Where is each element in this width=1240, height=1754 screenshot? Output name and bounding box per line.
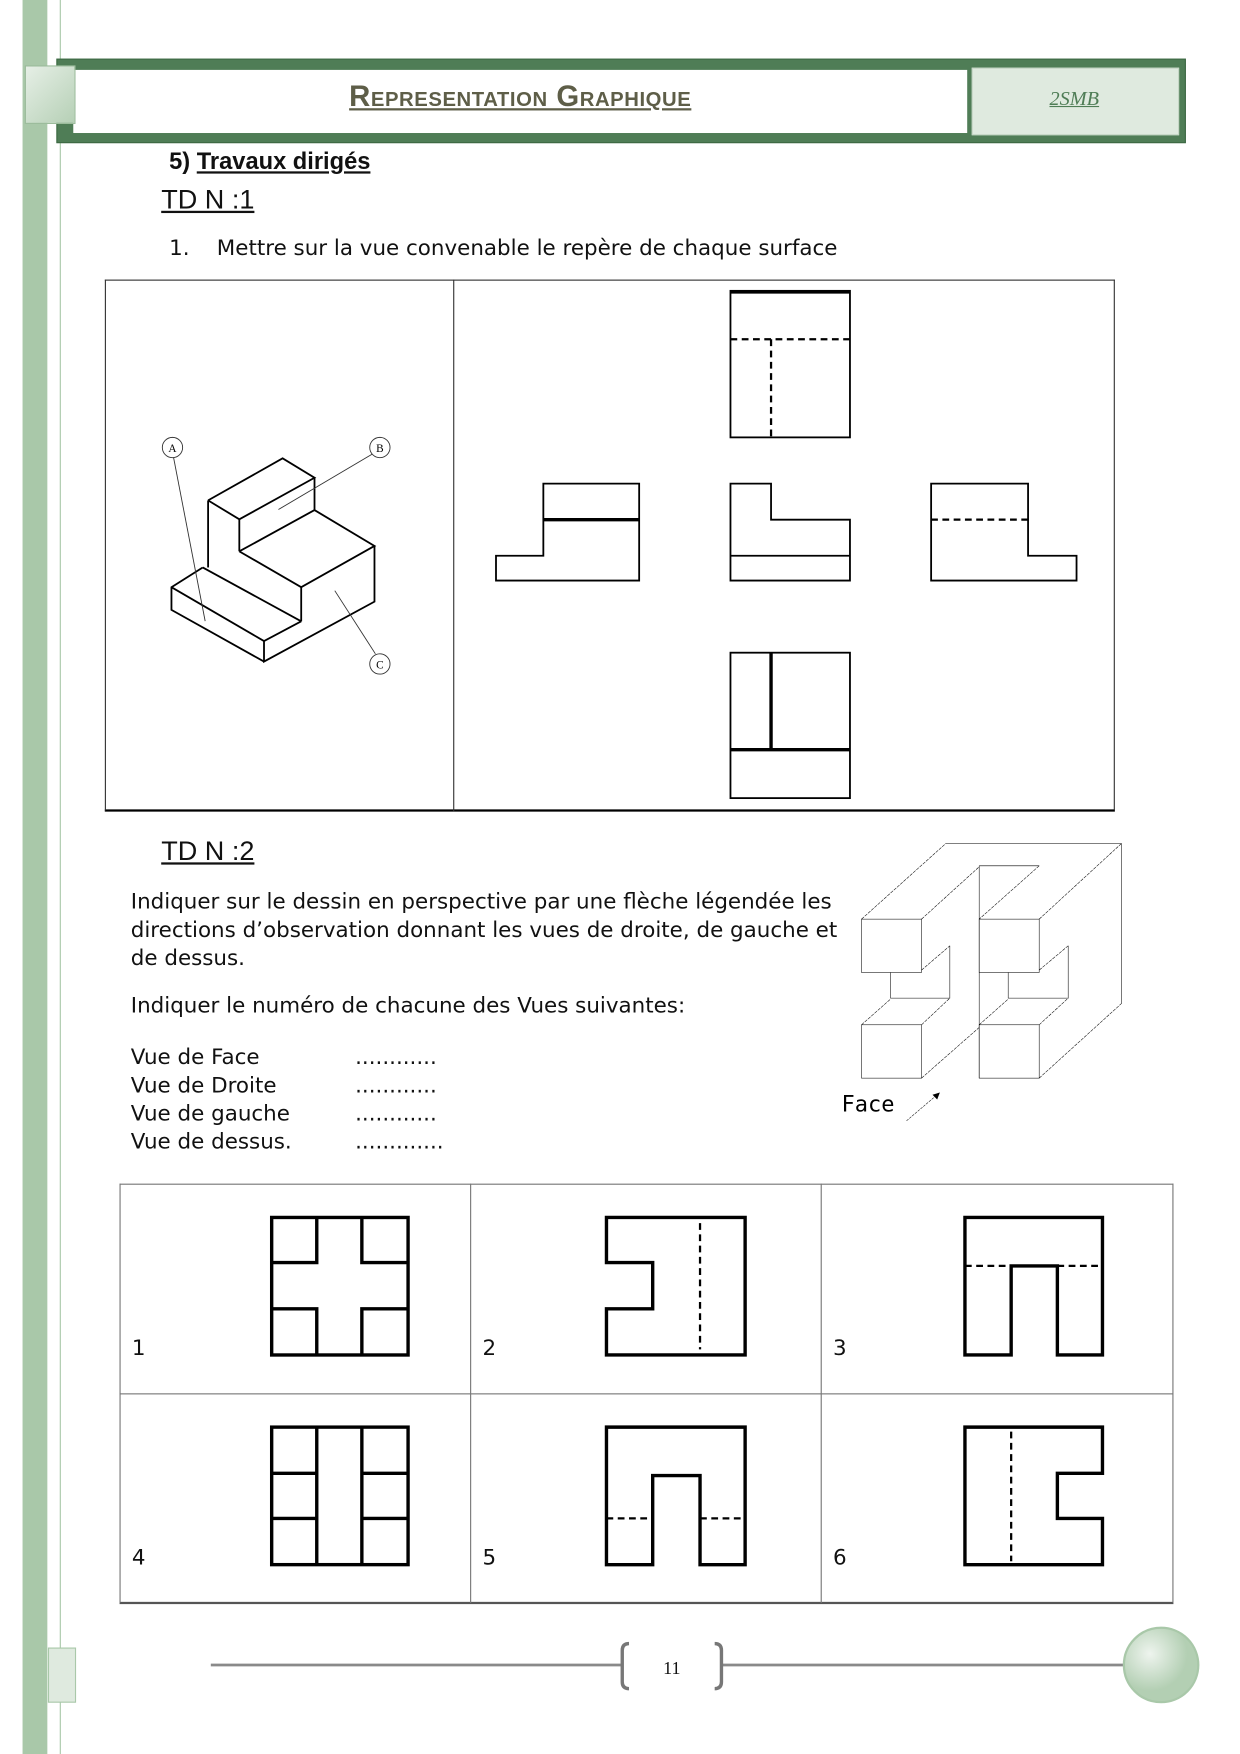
label-c: C [376,659,384,672]
view-answer-field[interactable]: ............ [355,1044,437,1070]
view-answer-field[interactable]: ............ [355,1073,437,1098]
label-b: B [376,443,384,456]
view-label: Vue de Face [130,1044,260,1070]
td2-title: TD N :2 [161,836,255,867]
paragraph-line: Indiquer sur le dessin en perspective par une flèche légendée les [130,889,832,915]
td2-question: Indiquer le numéro de chacune des Vues suivantes: [130,993,686,1018]
view-3-drawing [965,1217,1103,1355]
section-number: 5) [169,148,191,175]
view-label: Vue de dessus. [130,1129,292,1155]
view-1-drawing [272,1217,408,1355]
paragraph-line: de dessus. [130,945,245,971]
label-a: A [168,443,177,456]
class-code: 2SMB [1049,86,1100,110]
section-title: Travaux dirigés [196,148,371,175]
page-number: 11 [663,1659,681,1679]
view-2-drawing [606,1217,745,1355]
paragraph-line: directions d’observation donnant les vues de droite, de gauche et [130,917,838,943]
instruction-text: Mettre sur la vue convenable le repère de chaque surface [216,235,838,261]
view-number-1: 1 [131,1335,146,1361]
view-label: Vue de Droite [130,1073,277,1098]
face-label: Face [841,1091,895,1117]
view-5-drawing [606,1427,745,1565]
view-number-5: 5 [482,1545,497,1571]
footer-decoration [48,1628,1198,1702]
view-number-6: 6 [833,1545,847,1571]
view-answer-field[interactable]: ............ [355,1101,437,1127]
page-title: Representation Graphique [349,78,692,113]
view-number-4: 4 [131,1545,146,1571]
view-4-drawing [272,1427,408,1565]
view-6-drawing [965,1427,1103,1565]
view-number-3: 3 [833,1335,847,1361]
td1-title: TD N :1 [161,184,255,216]
instruction-number: 1. [169,235,190,261]
view-label: Vue de gauche [130,1101,290,1127]
view-answer-field[interactable]: ............. [355,1129,444,1155]
view-number-2: 2 [482,1335,497,1361]
